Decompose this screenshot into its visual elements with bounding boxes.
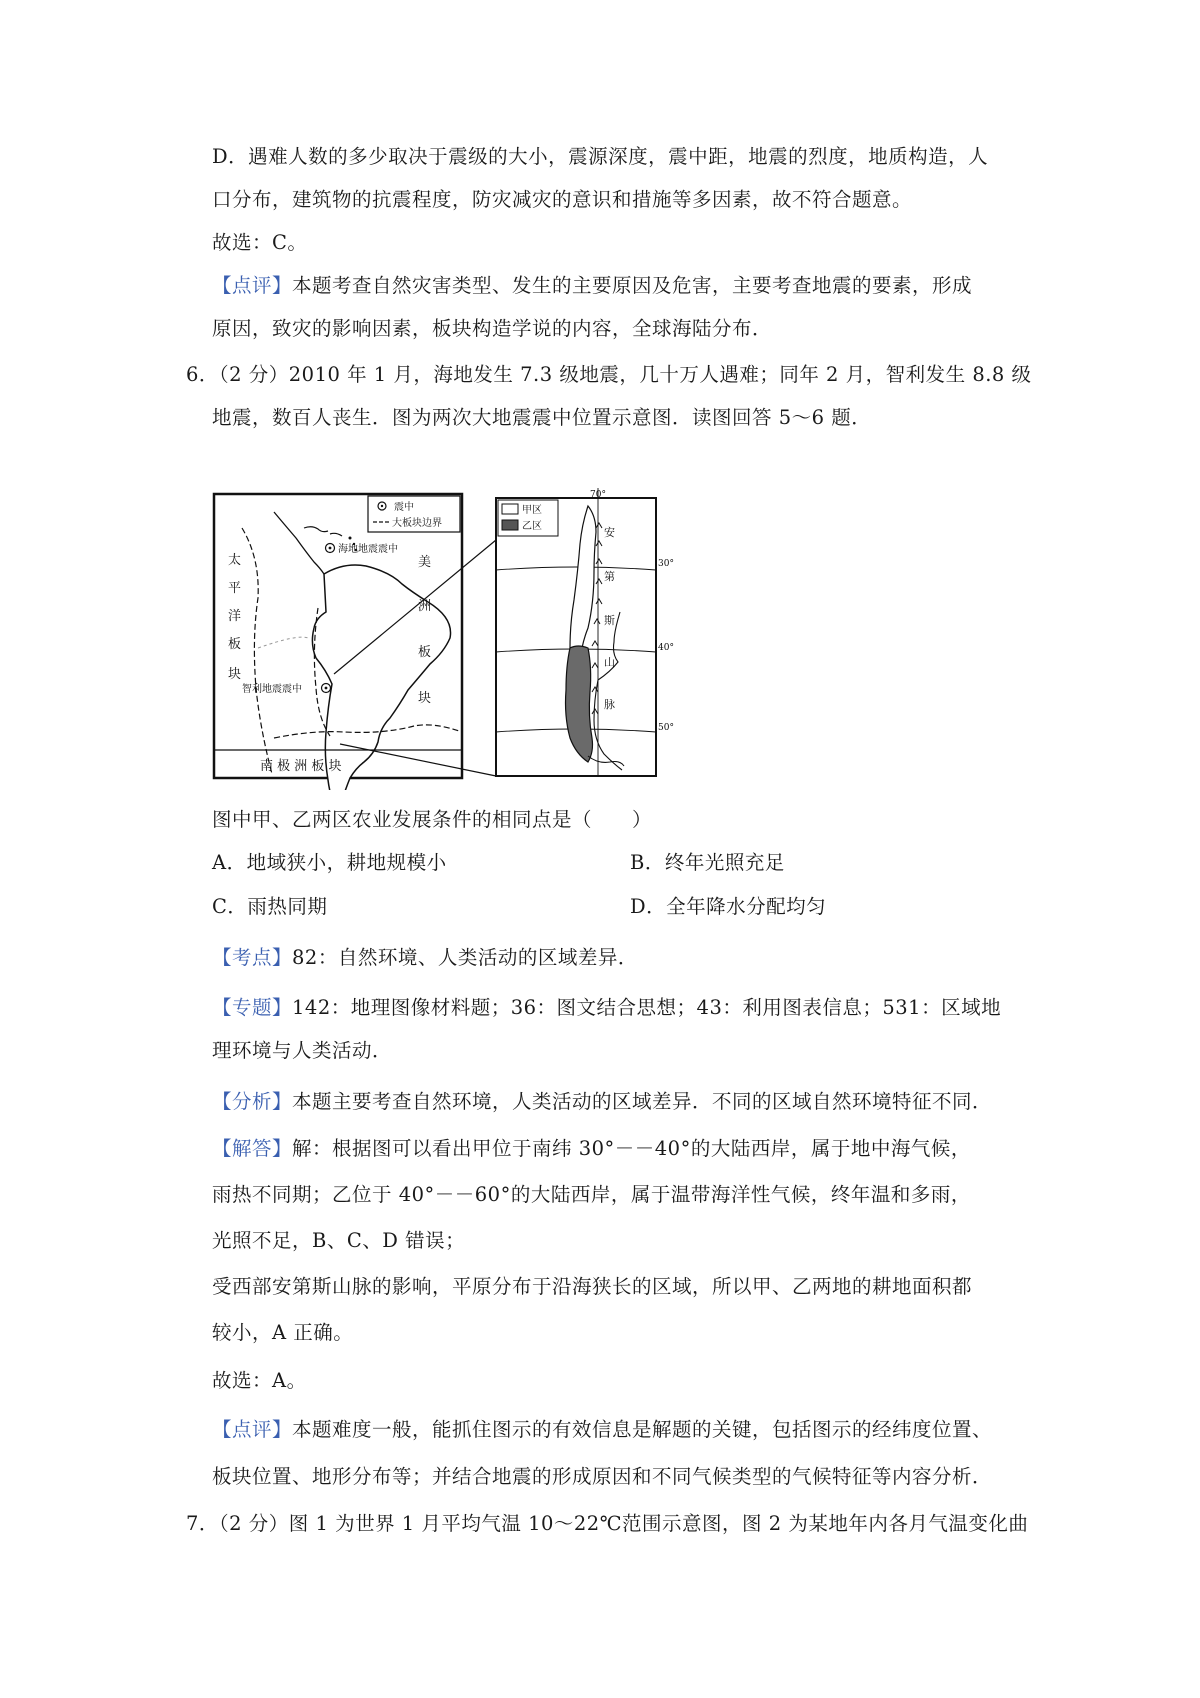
america-label-2: 洲 (418, 599, 432, 614)
text-line: 光照不足，B、C、D 错误； (212, 1229, 466, 1252)
text-line: 原因，致灾的影响因素，板块构造学说的内容，全球海陆分布． (212, 317, 773, 340)
america-label-1: 美 (418, 555, 432, 570)
lat40-label: 40° (658, 643, 674, 653)
zhuanti-text: 142：地理图像材料题；36：图文结合思想；43：利用图表信息；531：区域地 (292, 996, 1002, 1019)
zone-a-legend-swatch (502, 504, 518, 514)
question-number: 6． (186, 363, 219, 386)
zhuanti-paragraph (212, 994, 1001, 1022)
andes-label-4: 山 (604, 656, 615, 669)
text-line: 故选：C。 (212, 231, 308, 254)
zhuanti-tag: 【专题】 (212, 996, 293, 1019)
text-line: 较小，A 正确。 (212, 1321, 354, 1344)
jieda-tag: 【解答】 (212, 1137, 293, 1160)
text-line: 受西部安第斯山脉的影响，平原分布于沿海狭长的区域，所以甲、乙两地的耕地面积都 (212, 1275, 973, 1298)
jieda-paragraph (212, 1135, 971, 1163)
fenxi-paragraph (212, 1088, 992, 1116)
america-label-3: 板 (418, 645, 432, 660)
comment-paragraph (212, 272, 972, 300)
pacific-label-5: 块 (228, 667, 242, 682)
option-d: D．全年降水分配均匀 (630, 895, 827, 918)
legend-zone-b: 乙区 (522, 521, 542, 532)
question-stem: 图中甲、乙两区农业发展条件的相同点是（ ） (212, 808, 653, 831)
pacific-label-3: 洋 (228, 609, 242, 624)
question-7 (186, 1510, 1028, 1538)
america-label-4: 块 (418, 691, 432, 706)
text-line: 理环境与人类活动． (212, 1039, 393, 1062)
question-number: 7． (186, 1512, 219, 1535)
zone-b-legend-swatch (502, 520, 518, 530)
pacific-label-4: 板 (228, 637, 242, 652)
fenxi-text: 本题主要考查自然环境，人类活动的区域差异．不同的区域自然环境特征不同． (292, 1090, 993, 1113)
lon-label: 70° (590, 490, 606, 500)
text-line: 故选：A。 (212, 1369, 307, 1392)
kaodian-tag: 【考点】 (212, 946, 293, 969)
legend-boundary-label: 大板块边界 (392, 518, 442, 529)
lat50-label: 50° (658, 723, 674, 733)
lat30-label: 30° (658, 559, 674, 569)
earthquake-map-figure (212, 488, 732, 790)
text-line: 雨热不同期；乙位于 40°－－60°的大陆西岸，属于温带海洋性气候，终年温和多雨， (212, 1183, 971, 1206)
pacific-label-1: 太 (228, 553, 242, 568)
dianping-paragraph (212, 1416, 992, 1444)
option-a: A．地域狭小，耕地规模小 (212, 851, 447, 874)
text-line: 地震，数百人丧生．图为两次大地震震中位置示意图．读图回答 5～6 题． (212, 406, 872, 429)
antarctic-label: 南 极 洲 板 块 (260, 759, 342, 774)
legend-epicenter-label: 震中 (394, 502, 414, 513)
kaodian-paragraph (212, 944, 638, 972)
kaodian-text: 82：自然环境、人类活动的区域差异． (292, 946, 638, 969)
question-text: （2 分）2010 年 1 月，海地发生 7.3 级地震，几十万人遇难；同年 2 月，智利发生 8.8 级 (218, 363, 1032, 386)
text-line: D．遇难人数的多少取决于震级的大小，震源深度，震中距，地震的烈度，地质构造，人 (212, 145, 989, 168)
text-line: 板块位置、地形分布等；并结合地震的形成原因和不同气候类型的气候特征等内容分析． (212, 1465, 993, 1488)
dianping-text: 本题难度一般，能抓住图示的有效信息是解题的关键，包括图示的经纬度位置、 (292, 1418, 993, 1441)
dianping-tag: 【点评】 (212, 1418, 293, 1441)
andes-label-1: 安 (604, 526, 615, 539)
chile-label: 智利地震震中 (242, 684, 302, 695)
text-line: 口分布，建筑物的抗震程度，防灾减灾的意识和措施等多因素，故不符合题意。 (212, 188, 913, 211)
andes-label-5: 脉 (604, 698, 615, 711)
question-text: （2 分）图 1 为世界 1 月平均气温 10～22℃范围示意图，图 2 为某地年内各月气温变化曲 (218, 1512, 1029, 1535)
jieda-text: 解：根据图可以看出甲位于南纬 30°－－40°的大陆西岸，属于地中海气候， (292, 1137, 971, 1160)
legend-zone-a: 甲区 (522, 505, 542, 516)
comment-text: 本题考查自然灾害类型、发生的主要原因及危害，主要考查地震的要素，形成 (292, 274, 973, 297)
andes-label-2: 第 (604, 570, 615, 583)
map-svg (212, 488, 732, 790)
haiti-label: 海地地震震中 (338, 544, 398, 555)
option-b: B．终年光照充足 (630, 851, 785, 874)
pacific-label-2: 平 (228, 581, 242, 596)
question-6 (186, 361, 1032, 389)
option-c: C．雨热同期 (212, 895, 328, 918)
andes-label-3: 斯 (604, 614, 615, 627)
fenxi-tag: 【分析】 (212, 1090, 293, 1113)
comment-tag: 【点评】 (212, 274, 293, 297)
